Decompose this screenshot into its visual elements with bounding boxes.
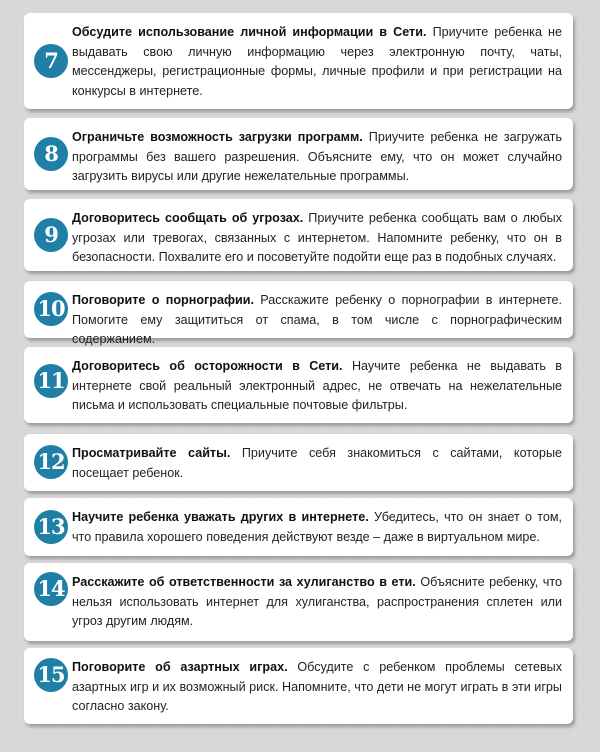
tip-text bbox=[72, 209, 562, 268]
tip-card-12 bbox=[24, 434, 573, 491]
tip-title: Поговорите об азартных играх. bbox=[72, 660, 288, 674]
tip-card-10 bbox=[24, 281, 573, 346]
tip-title: Научите ребенка уважать других в интернете. bbox=[72, 510, 369, 524]
tip-text bbox=[72, 658, 562, 717]
tip-title: Обсудите использование личной информации в Сети. bbox=[72, 25, 427, 39]
tip-body: Убедитесь, что он знает о том, что правила хорошего поведения действуют везде – даже в виртуальном мире. bbox=[72, 510, 563, 544]
tip-card-14 bbox=[24, 563, 573, 641]
tip-body: Приучите ребенка сообщать вам о любых угрозах или тревогах, связанных с интернетом. Напомните ребенку, что он в безопасности. Похвалите его и посоветуйте подойти еще раз в подобных случаях. bbox=[72, 211, 563, 264]
tip-title: Ограничьте возможность загрузки программ. bbox=[72, 130, 363, 144]
tip-title: Договоритесь об осторожности в Сети. bbox=[72, 359, 343, 373]
tip-body: Обсудите с ребенком проблемы сетевых азартных игр и их возможный риск. Напомните, что дети не могут играть в эти игры согласно закону. bbox=[72, 660, 562, 713]
tip-number-badge: 15 bbox=[34, 658, 68, 692]
tip-number-badge: 7 bbox=[34, 44, 68, 78]
tip-number-badge: 8 bbox=[34, 137, 68, 171]
tip-text bbox=[72, 444, 562, 483]
tip-body: Научите ребенка не выдавать в интернете свой реальный электронный адрес, не отвечать на нежелательные письма и использовать специальные почтовые фильтры. bbox=[72, 359, 563, 412]
tip-card-9 bbox=[24, 199, 573, 271]
tip-number-badge: 10 bbox=[34, 292, 68, 326]
tip-body: Расскажите ребенку о порнографии в интернете. Помогите ему защититься от спама, в том числе с порнографическим содержанием. bbox=[72, 293, 563, 346]
tip-body: Объясните ребенку, что нельзя использовать интернет для хулиганства, распространения сплетен или угроз другим людям. bbox=[72, 575, 562, 628]
tip-title: Расскажите об ответственности за хулиганство в ети. bbox=[72, 575, 416, 589]
tip-card-11 bbox=[24, 347, 573, 423]
tip-card-13 bbox=[24, 498, 573, 556]
tip-card-8 bbox=[24, 118, 573, 190]
tip-number-badge: 13 bbox=[34, 510, 68, 544]
tip-text bbox=[72, 573, 562, 632]
tip-text bbox=[72, 357, 562, 416]
tip-body: Приучите ребенка не загружать программы без вашего разрешения. Объясните ему, что он может случайно загрузить вирусы или другие нежелательные программы. bbox=[72, 130, 563, 183]
tip-body: Приучите ребенка не выдавать свою личную информацию через электронную почту, чаты, мессенджеры, регистрационные формы, личные профили и при регистрации на конкурсы в интернете. bbox=[72, 25, 563, 98]
tip-title: Договоритесь сообщать об угрозах. bbox=[72, 211, 304, 225]
tip-card-15 bbox=[24, 648, 573, 724]
tip-text bbox=[72, 508, 562, 547]
tip-text bbox=[72, 128, 562, 187]
tip-card-7 bbox=[24, 13, 573, 109]
tip-number-badge: 11 bbox=[34, 364, 68, 398]
tip-number-badge: 12 bbox=[34, 445, 68, 479]
tip-text bbox=[72, 23, 562, 101]
tip-number-badge: 9 bbox=[34, 218, 68, 252]
tip-title: Просматривайте сайты. bbox=[72, 446, 231, 460]
tip-title: Поговорите о порнографии. bbox=[72, 293, 254, 307]
tip-body: Приучите себя знакомиться с сайтами, которые посещает ребенок. bbox=[72, 446, 562, 480]
tip-text bbox=[72, 291, 562, 350]
tip-number-badge: 14 bbox=[34, 572, 68, 606]
